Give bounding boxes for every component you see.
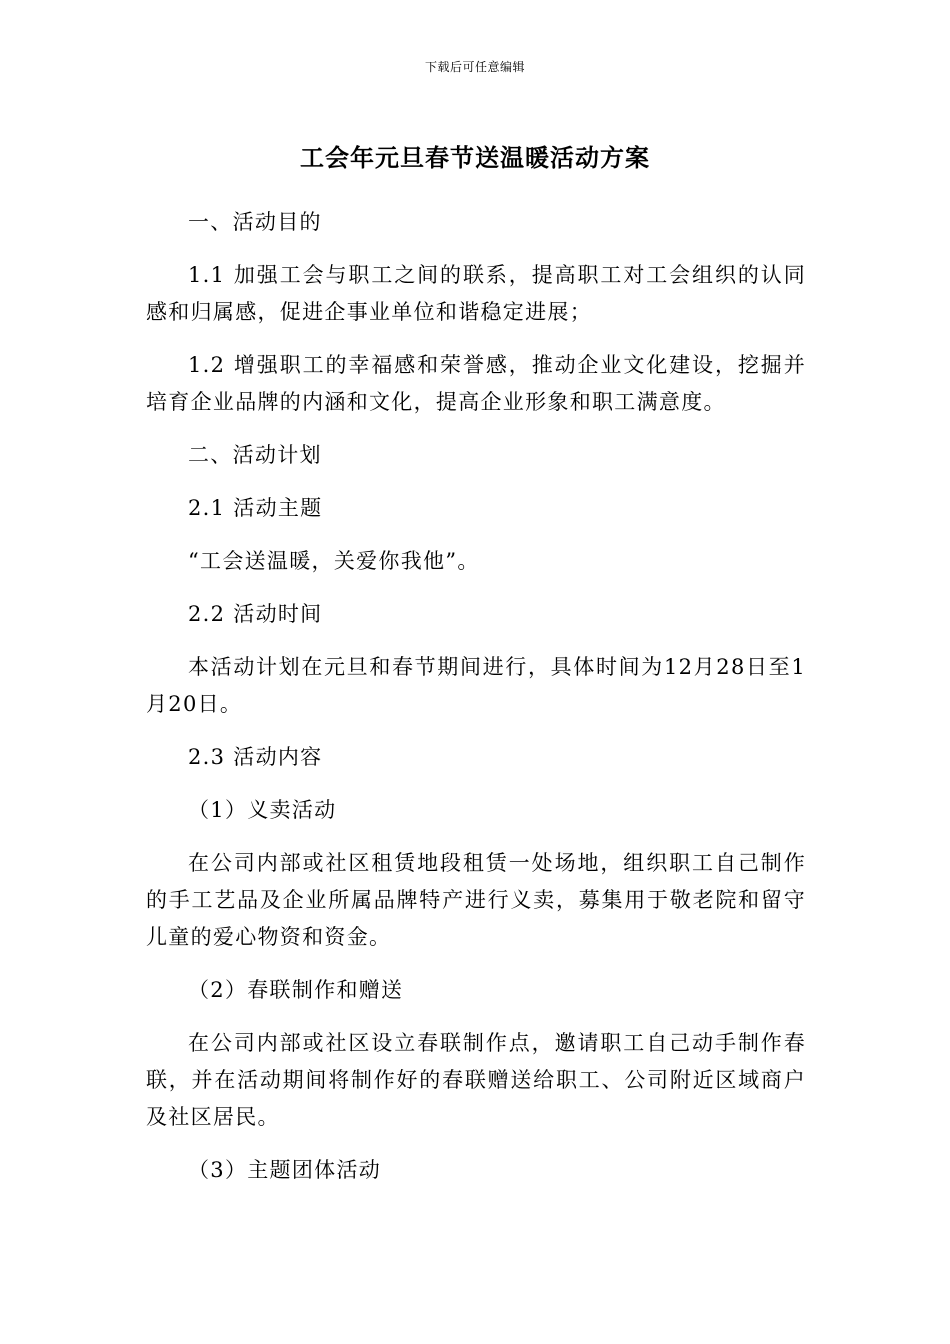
section-heading-purpose: 一、活动目的 — [188, 210, 322, 234]
document-title: 工会年元旦春节送温暖活动方案 — [300, 144, 650, 172]
subheading-theme: 2.1 活动主题 — [188, 496, 323, 520]
paragraph-time: 本活动计划在元旦和春节期间进行，具体时间为12月28日至1月20日。 — [146, 655, 806, 716]
paragraph-charity-sale: 在公司内部或社区租赁地段租赁一处场地，组织职工自己制作的手工艺品及企业所属品牌特产进行义卖，募集用于敬老院和留守儿童的爱心物资和资金。 — [146, 851, 806, 949]
paragraph-1-1: 1.1 加强工会与职工之间的联系，提高职工对工会组织的认同感和归属感，促进企事业单位和谐稳定进展； — [146, 263, 806, 324]
item-charity-sale: （1）义卖活动 — [188, 798, 337, 822]
item-couplets: （2）春联制作和赠送 — [188, 978, 404, 1002]
section-heading-plan: 二、活动计划 — [188, 443, 322, 467]
paragraph-1-2: 1.2 增强职工的幸福感和荣誉感，推动企业文化建设，挖掘并培育企业品牌的内涵和文化，提高企业形象和职工满意度。 — [146, 353, 806, 414]
header-note: 下载后可任意编辑 — [424, 60, 525, 74]
item-group-activity: （3）主题团体活动 — [188, 1158, 382, 1182]
paragraph-couplets: 在公司内部或社区设立春联制作点，邀请职工自己动手制作春联，并在活动期间将制作好的春联赠送给职工、公司附近区域商户及社区居民。 — [146, 1031, 806, 1129]
subheading-time: 2.2 活动时间 — [188, 602, 323, 626]
subheading-content: 2.3 活动内容 — [188, 745, 323, 769]
document-body — [146, 204, 806, 1205]
theme-quote: “工会送温暖，关爱你我他”。 — [188, 549, 480, 573]
